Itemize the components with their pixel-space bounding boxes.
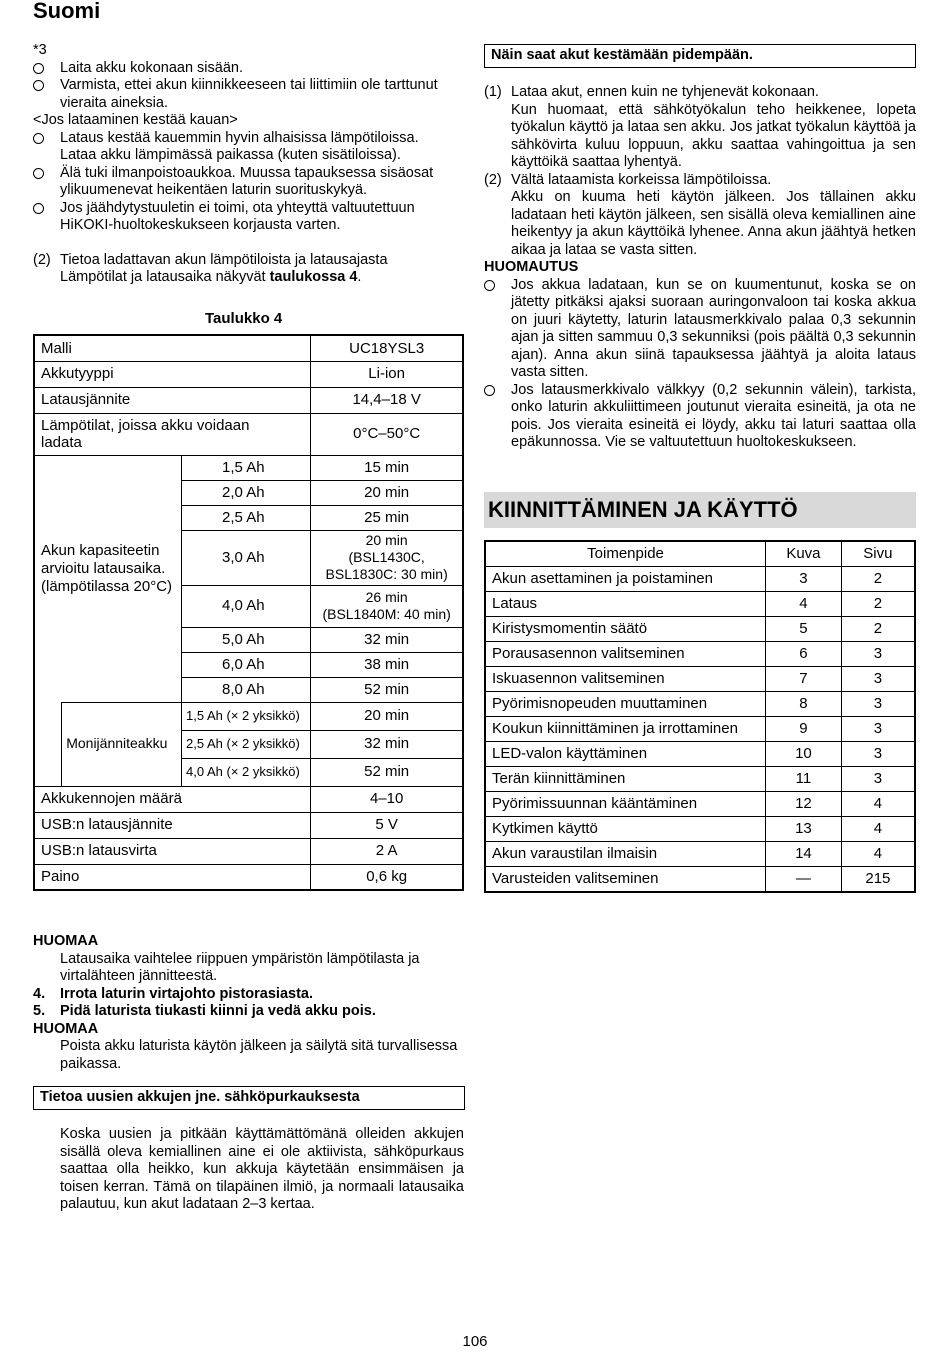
time-cell: 25 min — [311, 505, 463, 530]
item-number: (2) — [33, 251, 51, 268]
table-reference: taulukossa 4 — [269, 269, 358, 285]
capacity-cell: 3,0 Ah — [182, 530, 311, 585]
row-value: 0,6 kg — [311, 864, 463, 890]
capacity-cell: 1,5 Ah — [182, 455, 311, 480]
capacity-cell: 8,0 Ah — [182, 677, 311, 702]
table-row — [34, 864, 463, 890]
note-text: Latausaika vaihtelee riippuen ympäristön lämpötilasta ja virtalähteen jännitteestä. — [60, 950, 420, 984]
table-row — [485, 742, 915, 767]
op-cell: Akun asettaminen ja poistaminen — [485, 567, 766, 592]
charging-table — [33, 334, 464, 891]
page-cell: 3 — [841, 767, 915, 792]
time-cell: 15 min — [311, 455, 463, 480]
row-label: Latausjännite — [34, 387, 311, 413]
fig-cell: 4 — [766, 592, 842, 617]
page-cell: 4 — [841, 817, 915, 842]
table-row — [34, 361, 463, 387]
row-value: Li-ion — [311, 361, 463, 387]
table-row — [34, 786, 463, 812]
page-cell: 215 — [841, 867, 915, 893]
capacity-cell: 2,5 Ah — [182, 505, 311, 530]
time-cell: 20 min — [311, 480, 463, 505]
fig-cell: 12 — [766, 792, 842, 817]
row-value: 14,4–18 V — [311, 387, 463, 413]
time-cell — [311, 585, 463, 627]
operations-table — [484, 540, 916, 893]
capacity-row — [34, 455, 463, 480]
fig-cell: 8 — [766, 692, 842, 717]
page-cell: 2 — [841, 592, 915, 617]
item-number: (1) — [484, 84, 502, 100]
op-cell: Terän kiinnittäminen — [485, 767, 766, 792]
time-note-2: BSL1830C: 30 min) — [325, 566, 448, 582]
numbered-item-1 — [484, 84, 916, 172]
item-text-end: . — [357, 269, 362, 285]
fig-cell: 5 — [766, 617, 842, 642]
page-cell: 3 — [841, 742, 915, 767]
op-cell: Kytkimen käyttö — [485, 817, 766, 842]
table-row — [485, 642, 915, 667]
discharge-box-title: Tietoa uusien akkujen jne. sähköpurkauksesta — [33, 1086, 465, 1110]
time-cell: 32 min — [311, 627, 463, 652]
table-row — [485, 792, 915, 817]
table-row — [34, 387, 463, 413]
time-main: 26 min — [365, 589, 408, 605]
step-number: 5. — [33, 1003, 46, 1019]
op-cell: LED-valon käyttäminen — [485, 742, 766, 767]
table-row — [485, 817, 915, 842]
col-header: Toimenpide — [485, 541, 766, 567]
fig-cell: — — [766, 867, 842, 893]
time-cell: 32 min — [311, 730, 463, 758]
discharge-text: Koska uusien ja pitkään käyttämättömänä olleiden akkujen sisällä oleva kemiallinen aine ei ole aktiivista, sähköpurkaus saattaa olla heikko, kun akkuja käytetään ensimmäisen ja toisen kerran. Tämä on tilapäinen ilmiö, ja normaali latausaika palautuu, kun akut ladataan 2–3 kertaa. — [60, 1126, 464, 1212]
step-4 — [33, 986, 465, 1004]
caution-bullet: Jos akkua ladataan, kun se on kuumentunut, koska se on jätetty pitkäksi ajaksi suoraan auringonvaloon tai koska akkua on juuri käytetty, laturin latausmerkkivalo palaa 0,3 sekunnin ajan ja sitten sammuu 0,3 sekunniksi (pois päältä 0,3 sekunnin ajan). Anna akun siinä tapauksessa jäähtyä ja aloita lataus vasta sitten. — [484, 277, 916, 382]
table-row — [485, 842, 915, 867]
row-value: 4–10 — [311, 786, 463, 812]
multivolt-row — [34, 702, 463, 730]
item-text-2 — [60, 269, 465, 287]
numbered-item-2 — [484, 172, 916, 260]
page-cell: 3 — [841, 667, 915, 692]
capacity-label: Akun kapasiteetin arvioitu latausaika. (lämpötilassa 20°C) — [34, 455, 182, 702]
page-cell: 2 — [841, 567, 915, 592]
capacity-cell: 6,0 Ah — [182, 652, 311, 677]
bullet-item: Laita akku kokonaan sisään. — [33, 60, 465, 78]
op-cell: Iskuasennon valitseminen — [485, 667, 766, 692]
numbered-item-2 — [33, 252, 465, 287]
op-cell: Lataus — [485, 592, 766, 617]
item-text: Kun huomaat, että sähkötyökalun teho heikkenee, lopeta työkalun käyttö ja lataa sen akku. Jos jatkat työkalun käyttöä ja sähkövirta kuluu loppuun, akku saattaa vahingoittua ja sen käyttöikä saattaa lyhentyä. — [511, 101, 916, 170]
table4-title: Taulukko 4 — [205, 310, 283, 327]
capacity-cell: 2,5 Ah (× 2 yksikkö) — [182, 730, 311, 758]
note-ref: *3 — [33, 42, 47, 58]
item-number: (2) — [484, 171, 502, 188]
table-row — [34, 335, 463, 361]
time-cell: 52 min — [311, 758, 463, 786]
page-cell: 2 — [841, 617, 915, 642]
op-cell: Kiristysmomentin säätö — [485, 617, 766, 642]
lower-left-notes — [33, 933, 465, 1073]
multivolt-label: Monijänniteakku — [62, 702, 182, 786]
op-cell: Varusteiden valitseminen — [485, 867, 766, 893]
fig-cell: 3 — [766, 567, 842, 592]
spacer-cell — [34, 702, 62, 786]
table-row — [485, 592, 915, 617]
bullet-item: Älä tuki ilmanpoistoaukkoa. Muussa tapauksessa sisäosat ylikuumenevat heikentäen laturin suorituskykyä. — [33, 165, 465, 200]
page-cell: 4 — [841, 792, 915, 817]
fig-cell: 9 — [766, 717, 842, 742]
page-cell: 3 — [841, 642, 915, 667]
fig-cell: 13 — [766, 817, 842, 842]
note-title: HUOMAA — [33, 1020, 99, 1037]
op-cell: Porausasennon valitseminen — [485, 642, 766, 667]
item-text-2a: Lämpötilat ja latausaika näkyvät — [60, 269, 270, 285]
time-note: (BSL1840M: 40 min) — [322, 606, 451, 622]
row-label: Akkukennojen määrä — [34, 786, 311, 812]
table-row — [485, 617, 915, 642]
op-cell: Pyörimisnopeuden muuttaminen — [485, 692, 766, 717]
caution-title: HUOMAUTUS — [484, 259, 579, 275]
capacity-cell: 2,0 Ah — [182, 480, 311, 505]
op-cell: Akun varaustilan ilmaisin — [485, 842, 766, 867]
item-title: Vältä lataamista korkeissa lämpötiloissa. — [511, 171, 772, 188]
op-cell: Pyörimissuunnan kääntäminen — [485, 792, 766, 817]
left-column-top — [33, 42, 465, 287]
page-cell: 4 — [841, 842, 915, 867]
table-row — [485, 567, 915, 592]
op-cell: Koukun kiinnittäminen ja irrottaminen — [485, 717, 766, 742]
capacity-cell: 5,0 Ah — [182, 627, 311, 652]
row-label: USB:n latausjännite — [34, 812, 311, 838]
row-label: Lämpötilat, joissa akku voidaan ladata — [34, 413, 311, 455]
fig-cell: 7 — [766, 667, 842, 692]
page-cell: 3 — [841, 692, 915, 717]
bullet-item: Lataus kestää kauemmin hyvin alhaisissa lämpötiloissa. — [33, 130, 465, 148]
table-row — [485, 867, 915, 893]
fig-cell: 10 — [766, 742, 842, 767]
note-title: HUOMAA — [33, 933, 99, 949]
bullet-item: Varmista, ettei akun kiinnikkeeseen tai liittimiin ole tarttunut vieraita aineksia. — [33, 77, 465, 112]
table-row — [34, 812, 463, 838]
fig-cell: 6 — [766, 642, 842, 667]
table-row — [485, 717, 915, 742]
row-value: 5 V — [311, 812, 463, 838]
step-5 — [33, 1003, 465, 1021]
bullet-continuation: Lataa akku lämpimässä paikassa (kuten sisätiloissa). — [60, 147, 401, 163]
step-number: 4. — [33, 985, 46, 1002]
row-label: USB:n latausvirta — [34, 838, 311, 864]
step-text: Irrota laturin virtajohto pistorasiasta. — [60, 985, 313, 1002]
row-label: Akkutyyppi — [34, 361, 311, 387]
item-text: Akku on kuuma heti käytön jälkeen. Jos tällainen akku ladataan heti käytön jälkeen, sen sisällä oleva kemiallinen aine heikentyy ja akun käyttöikä lyhenee. Anna akun jäähtyä hetken aikaa ja lataa se vasta sitten. — [511, 189, 916, 258]
item-title: Lataa akut, ennen kuin ne tyhjenevät kokonaan. — [511, 84, 819, 100]
capacity-cell: 4,0 Ah (× 2 yksikkö) — [182, 758, 311, 786]
note-text: Poista akku laturista käytön jälkeen ja säilytä sitä turvallisessa paikassa. — [60, 1038, 458, 1072]
step-text: Pidä laturista tiukasti kiinni ja vedä akku pois. — [60, 1003, 376, 1019]
row-value: UC18YSL3 — [311, 335, 463, 361]
subheading: <Jos lataaminen kestää kauan> — [33, 112, 238, 128]
language-heading: Suomi — [33, 0, 101, 23]
table-row — [485, 767, 915, 792]
fig-cell: 14 — [766, 842, 842, 867]
row-value: 0°C–50°C — [311, 413, 463, 455]
time-cell: 20 min — [311, 702, 463, 730]
table-row — [485, 667, 915, 692]
col-header: Sivu — [841, 541, 915, 567]
battery-life-box-title: Näin saat akut kestämään pidempään. — [484, 44, 916, 68]
capacity-cell: 1,5 Ah (× 2 yksikkö) — [182, 702, 311, 730]
row-label: Paino — [34, 864, 311, 890]
table-header-row — [485, 541, 915, 567]
table-row — [34, 838, 463, 864]
bullet-item: Jos jäähdytystuuletin ei toimi, ota yhteyttä valtuutettuun HiKOKI-huoltokeskukseen korjausta varten. — [33, 200, 465, 235]
time-note: (BSL1430C, — [348, 549, 425, 565]
time-cell: 38 min — [311, 652, 463, 677]
time-cell: 52 min — [311, 677, 463, 702]
table-row — [34, 413, 463, 455]
item-text: Tietoa ladattavan akun lämpötiloista ja latausajasta — [60, 251, 388, 268]
capacity-cell: 4,0 Ah — [182, 585, 311, 627]
time-cell — [311, 530, 463, 585]
caution-bullet: Jos latausmerkkivalo välkkyy (0,2 sekunnin välein), tarkista, onko laturin akkuliittimeen joutunut vieraita esineitä, ja ota ne pois. Jos vieraita esineitä ei löydy, akku tai laturi saattaa olla epäkunnossa. Vie se valtuutettuun huoltokeskukseen. — [484, 382, 916, 452]
fig-cell: 11 — [766, 767, 842, 792]
time-main: 20 min — [365, 532, 408, 548]
row-label: Malli — [34, 335, 311, 361]
col-header: Kuva — [766, 541, 842, 567]
row-value: 2 A — [311, 838, 463, 864]
page-cell: 3 — [841, 717, 915, 742]
section-title: KIINNITTÄMINEN JA KÄYTTÖ — [484, 492, 916, 528]
table-row — [485, 692, 915, 717]
page-number: 106 — [462, 1333, 488, 1350]
right-column-text — [484, 84, 916, 452]
